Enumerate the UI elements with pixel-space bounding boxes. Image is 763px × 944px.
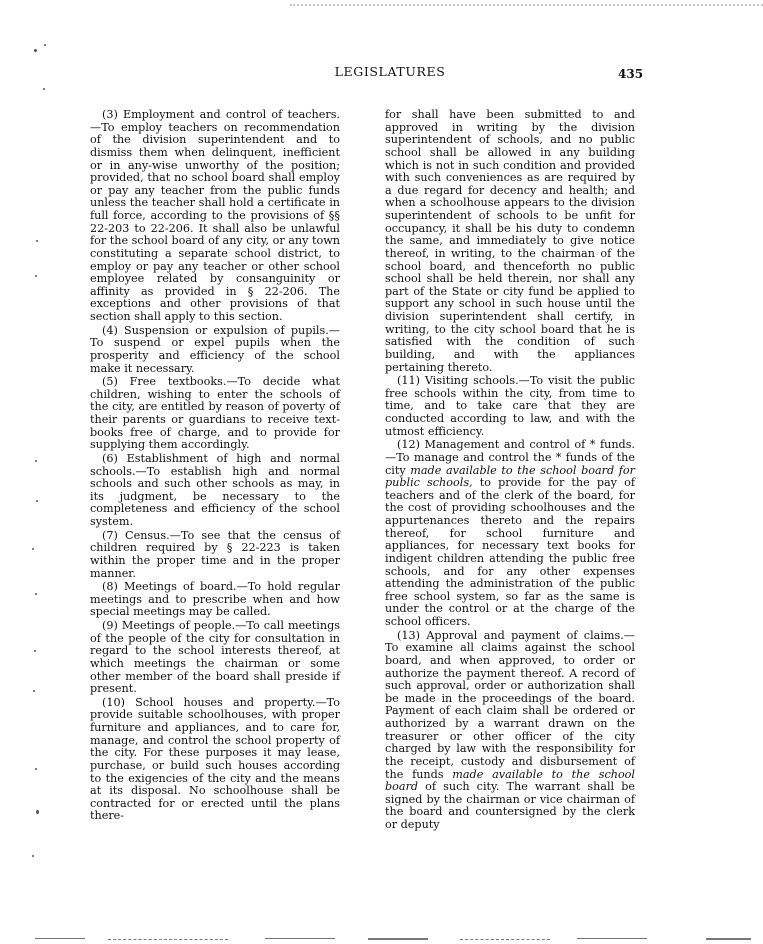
scan-speck [35, 768, 37, 770]
scan-bottom-rule [577, 938, 647, 939]
section-13-text-b: of such city. The warrant shall be signed by the chairman or vice chairman of the board and countersigned by the clerk or deputy [385, 780, 635, 831]
section-12-paragraph [385, 439, 635, 628]
scan-speck [35, 275, 37, 277]
scan-speck [33, 690, 35, 692]
right-column [385, 109, 635, 832]
section-11-paragraph: (11) Visiting schools.—To visit the public free schools within the city, from time to time, and to take care that they are conducted according to law, and with the utmost efficiency. [385, 374, 635, 438]
scan-bottom-rule [368, 938, 428, 940]
section-10-continuation: for shall have been submitted to and approved in writing by the division superintendent of schools, and no public school shall be allowed in any building which is not in such condition and provided with such conveniences as are required by a due regard for decency and health; and when a schoolhouse appears to the division superintendent of schools to be unfit for occupancy, it shall be his duty to condemn the same, and immediately to give notice thereof, in writing, to the chairman of the school board, and thenceforth no public school shall be held therein, nor shall any part of the State or city fund be applied to support any school in such house until the division superintendent shall certify, in writing, to the city school board that he is satisfied with the condition of such building, and with the appliances pertaining thereto. [385, 108, 635, 374]
running-head: LEGISLATURES [334, 64, 446, 79]
scan-speck [36, 810, 39, 814]
left-column [90, 109, 340, 823]
section-6-paragraph: (6) Establishment of high and normal schools.—To establish high and normal schools and such other schools as may, in its judgment, be necessary to the completeness and efficiency of the school system. [90, 451, 340, 528]
section-13-text-a: (13) Approval and payment of claims.— To examine all claims against the school board, and when approved, to order or authorize the payment thereof. A record of such approval, order or authorization shall be made in the proceedings of the board. Payment of each claim shall be ordered or authorized by a warrant drawn on the treasurer or other officer of the city charged by law with the responsibility for the receipt, custody and disbursement of the funds [385, 628, 635, 781]
section-13-paragraph [385, 630, 635, 832]
scan-speck [35, 593, 37, 595]
scan-bottom-rule [706, 938, 751, 940]
section-12-text-a: (12) Management and control of * funds. —To manage and control the * funds of the city [385, 438, 635, 477]
section-8-paragraph: (8) Meetings of board.—To hold regular meetings and to prescribe when and how special meetings may be called. [90, 580, 340, 619]
section-9-paragraph: (9) Meetings of people.—To call meetings of the people of the city for consultation in regard to the school interests thereof, at which meetings the chairman or some other member of the board shall preside if present. [90, 619, 340, 696]
scan-bottom-rule [108, 939, 228, 940]
scan-bottom-rule [35, 938, 85, 939]
scan-speck [32, 855, 34, 857]
scan-speck [36, 500, 38, 502]
scan-speck [35, 460, 37, 462]
page-number: 435 [618, 67, 644, 81]
section-3-paragraph: (3) Employment and control of teachers. —To employ teachers on recommendation of the division superintendent and to dismiss them when delinquent, inefficient or in any-wise unworthy of the position; provided, that no school board shall employ or pay any teacher from the public funds unless the teacher shall hold a certificate in full force, according to the provisions of §§ 22-203 to 22-206. It shall also be unlawful for the school board of any city, or any town constituting a separate school district, to employ or pay any teacher or other school employee related by consanguinity or affinity as provided in § 22-206. The exceptions and other provisions of that section shall apply to this section. [90, 108, 340, 323]
scan-bottom-rule [265, 938, 335, 939]
scan-speck [44, 44, 46, 46]
scan-top-edge [290, 4, 763, 6]
scan-speck [34, 49, 37, 52]
scan-speck [43, 88, 45, 90]
section-7-paragraph: (7) Census.—To see that the census of children required by § 22-223 is taken within the proper time and in the proper manner. [90, 528, 340, 580]
scan-speck [32, 548, 34, 550]
section-12-amended-text: made available to the school board for public schools, [385, 463, 636, 490]
section-4-paragraph: (4) Suspension or expulsion of pupils.— To suspend or expel pupils when the prosperity and efficiency of the school make it necessary. [90, 323, 340, 375]
scan-speck [36, 240, 38, 242]
scan-speck [34, 650, 36, 652]
section-13-amended-text: made available to the school board [385, 767, 635, 794]
scan-bottom-rule [460, 939, 550, 940]
section-5-paragraph: (5) Free textbooks.—To decide what children, wishing to enter the schools of the city, are entitled by reason of poverty of their parents or guardians to receive text-books free of charge, and to provide for supplying them accordingly. [90, 375, 340, 452]
section-12-text-b: to provide for the pay of teachers and of the clerk of the board, for the cost of providing schoolhouses and the appurtenances thereto and the repairs thereof, for school furniture and appliances, for necessary text books for indigent children attending the public free schools, and for any other expenses attending the administration of the public free school system, so far as the same is under the control or at the charge of the school officers. [385, 476, 635, 628]
section-10-paragraph: (10) School houses and property.—To provide suitable schoolhouses, with proper furniture and appliances, and to care for, manage, and control the school property of the city. For these purposes it may lease, purchase, or build such houses according to the exigencies of the city and the means at its disposal. No schoolhouse shall be contracted for or erected until the plans there- [90, 695, 340, 823]
page-header [0, 64, 763, 80]
